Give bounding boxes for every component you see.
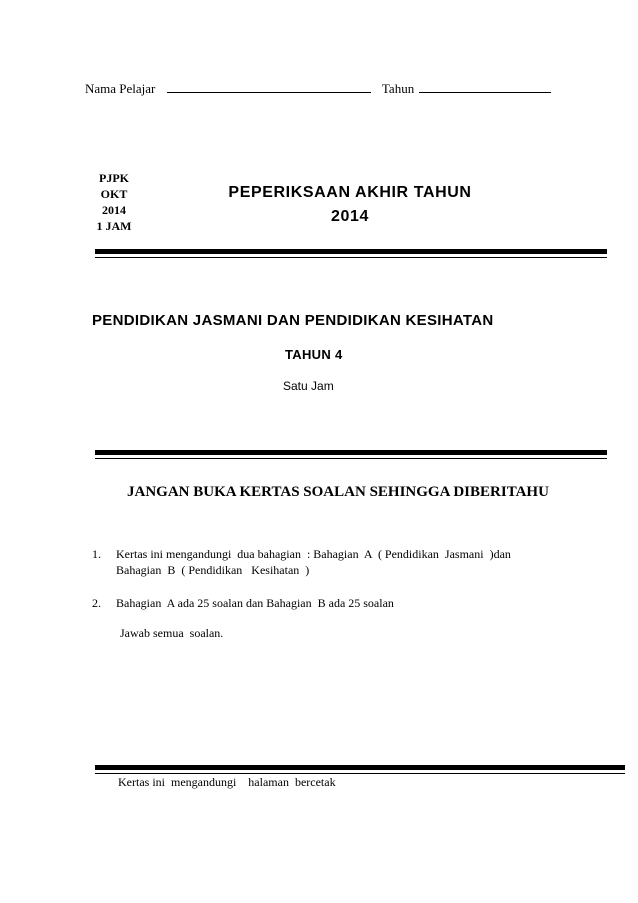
divider-middle-thin	[95, 458, 607, 459]
divider-bottom-thin	[95, 773, 625, 774]
divider-bottom-thick	[95, 765, 625, 770]
answer-all-instruction: Jawab semua soalan.	[120, 626, 224, 640]
student-name-field[interactable]	[167, 81, 371, 93]
page-count-note: Kertas ini mengandungi halaman bercetak	[118, 775, 336, 789]
divider-top-thick	[95, 249, 607, 254]
instruction-item	[92, 546, 572, 578]
divider-middle-thick	[95, 450, 607, 455]
exam-code-block	[88, 170, 140, 234]
subject-duration: Satu Jam	[283, 379, 334, 393]
year-field[interactable]	[419, 81, 551, 93]
exam-duration-line: 1 JAM	[96, 219, 132, 233]
exam-code-line: PJPK	[99, 171, 129, 185]
do-not-open-warning: JANGAN BUKA KERTAS SOALAN SEHINGGA DIBERITAHU	[127, 484, 549, 500]
instruction-number: 1.	[92, 547, 101, 561]
exam-title-line1: PEPERIKSAAN AKHIR TAHUN	[228, 184, 472, 201]
student-info-line	[85, 81, 551, 97]
exam-year-line: 2014	[102, 203, 126, 217]
exam-title-line2: 2014	[331, 208, 369, 225]
exam-month-line: OKT	[100, 187, 128, 201]
instruction-item	[92, 595, 572, 611]
divider-top-thin	[95, 257, 607, 258]
student-name-label: Nama Pelajar	[85, 81, 156, 96]
instruction-text-line: Kertas ini mengandungi dua bahagian : Bahagian A ( Pendidikan Jasmani )dan	[116, 547, 511, 561]
year-label: Tahun	[381, 81, 415, 96]
instruction-number: 2.	[92, 596, 101, 610]
exam-title	[200, 181, 500, 229]
instruction-text-line: Bahagian B ( Pendidikan Kesihatan )	[116, 563, 310, 577]
subject-year: TAHUN 4	[285, 347, 343, 362]
subject-name: PENDIDIKAN JASMANI DAN PENDIDIKAN KESIHATAN	[92, 312, 494, 329]
instruction-text-line: Bahagian A ada 25 soalan dan Bahagian B ada 25 soalan	[116, 596, 394, 610]
